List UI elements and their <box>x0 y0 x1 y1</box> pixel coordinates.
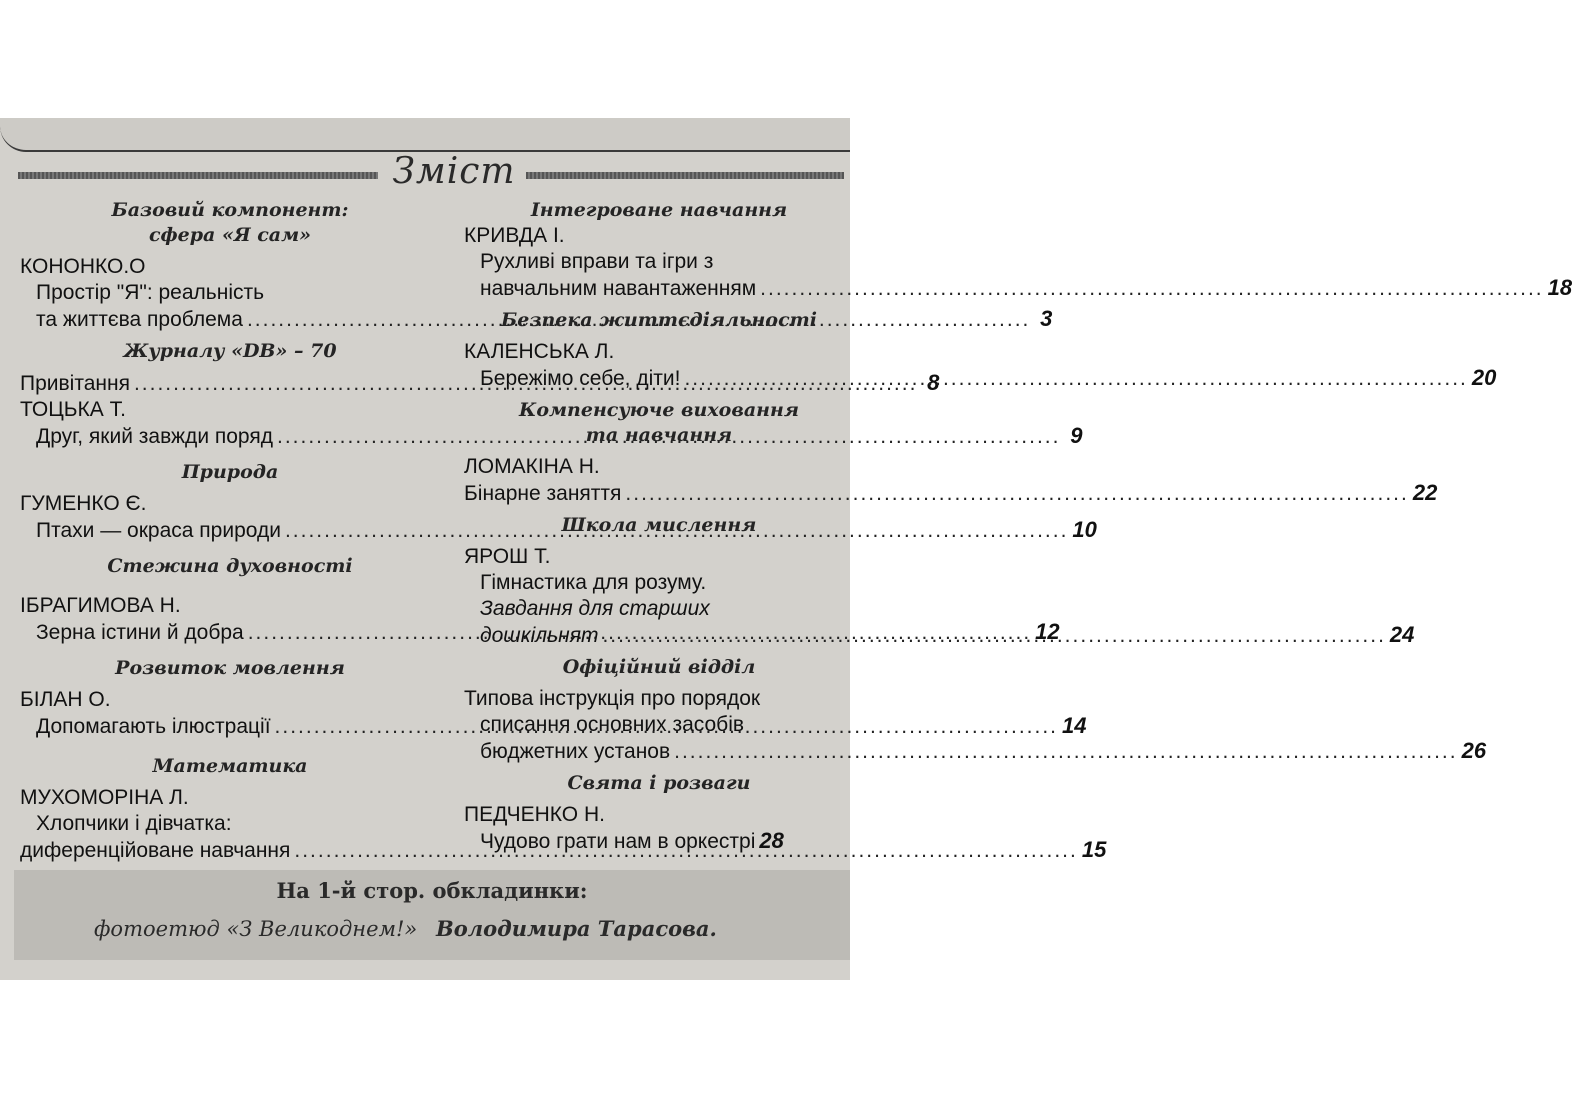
article-title-line: Простір "Я": реальність <box>36 281 265 304</box>
author-name: КОНОНКО.О <box>20 255 146 278</box>
article-title-line: Рухливі вправи та ігри з <box>480 250 714 273</box>
page-number: 28 <box>759 828 784 853</box>
section-heading: Школа мислення <box>561 514 757 536</box>
page-number: 10 <box>1072 517 1097 542</box>
page-title: Зміст <box>392 151 516 192</box>
section-heading: Інтегроване навчання <box>530 199 788 221</box>
dot-leader <box>684 366 1467 392</box>
article-title-line: списання основних засобів <box>480 713 745 736</box>
page-number: 24 <box>1389 622 1415 647</box>
page-number: 20 <box>1471 365 1497 390</box>
page-number: 8 <box>927 370 940 395</box>
section-heading: Стежина духовності <box>107 555 353 577</box>
toc-entry[interactable] <box>464 738 1487 765</box>
section-heading: сфера «Я сам» <box>148 224 312 246</box>
author-name: КРИВДА І. <box>464 224 565 247</box>
article-title-line: Типова інструкція про порядок <box>464 687 761 710</box>
section-heading: Базовий компонент: <box>111 199 349 221</box>
article-title: Птахи — окраса природи <box>36 519 281 542</box>
toc-entry[interactable] <box>464 365 1497 392</box>
page-number: 12 <box>1035 619 1060 644</box>
section-heading: Компенсуюче виховання <box>519 399 799 421</box>
section-heading: Природа <box>181 461 279 483</box>
article-title: навчальним навантаженням <box>480 277 757 300</box>
article-title: Допомагають ілюстрації <box>36 715 271 738</box>
article-title: диференційоване навчання <box>20 839 291 862</box>
author-name: БІЛАН О. <box>20 688 111 711</box>
cover-credit-line <box>94 916 834 941</box>
section-heading: Безпека життєдіяльності <box>501 309 817 331</box>
cover-credit-box <box>14 870 850 960</box>
section-heading: Свята і розваги <box>567 772 751 794</box>
title-rule-left <box>18 172 378 179</box>
author-name: ТОЦЬКА Т. <box>20 398 126 421</box>
toc-entry[interactable] <box>464 275 1572 302</box>
section-heading: Розвиток мовлення <box>115 657 345 679</box>
article-title: Бережімо себе, діти! <box>480 367 681 390</box>
cover-credit-heading: На 1-й стор. обкладинки: <box>276 878 588 903</box>
section-heading: Математика <box>152 755 308 777</box>
section-heading: та навчання <box>585 424 733 446</box>
author-name: ЛОМАКІНА Н. <box>464 455 600 478</box>
dot-leader <box>625 481 1408 507</box>
title-row <box>12 151 842 197</box>
author-name: ГУМЕНКО Є. <box>20 492 147 515</box>
author-name: ЯРОШ Т. <box>464 545 551 568</box>
article-title: Зерна істини й добра <box>36 621 244 644</box>
article-title: дошкільнят <box>480 624 599 647</box>
article-title-line: Хлопчики і дівчатка: <box>36 812 232 835</box>
title-rule-right <box>526 172 844 179</box>
page-number: 15 <box>1081 837 1107 862</box>
article-title: Бінарне заняття <box>464 482 622 505</box>
toc-entry[interactable] <box>464 828 854 855</box>
author-name: ПЕДЧЕНКО Н. <box>464 803 605 826</box>
page-number: 14 <box>1062 713 1087 738</box>
author-name: ІБРАГИМОВА Н. <box>20 594 181 617</box>
page-number: 26 <box>1461 738 1487 763</box>
article-title-line: Гімнастика для розуму. <box>480 571 707 594</box>
author-name: МУХОМОРІНА Л. <box>20 786 189 809</box>
page-number: 18 <box>1547 275 1572 300</box>
article-title-line: Завдання для старших <box>480 597 710 620</box>
dot-leader <box>602 623 1385 649</box>
article-title: Чудово грати нам в оркестрі <box>480 830 756 853</box>
toc-entry[interactable] <box>464 480 1438 507</box>
article-title: Друг, який завжди поряд <box>36 425 273 448</box>
author-name: КАЛЕНСЬКА Л. <box>464 340 615 363</box>
photographer-name: Володимира Тарасова. <box>435 916 717 941</box>
article-title: та життєва проблема <box>36 308 243 331</box>
dot-leader <box>760 276 1543 302</box>
cover-photo-title: фотоетюд «З Великоднем!» <box>94 917 418 941</box>
page-number: 3 <box>1040 306 1053 331</box>
article-title: Привітання <box>20 372 130 395</box>
section-heading: Журналу «DB» – 70 <box>123 340 337 362</box>
page-number: 22 <box>1412 480 1438 505</box>
page-number: 9 <box>1070 423 1083 448</box>
top-frame-band <box>0 118 850 152</box>
article-title: бюджетних установ <box>480 740 671 763</box>
section-heading: Офіційний відділ <box>562 656 756 678</box>
dot-leader <box>674 739 1457 765</box>
